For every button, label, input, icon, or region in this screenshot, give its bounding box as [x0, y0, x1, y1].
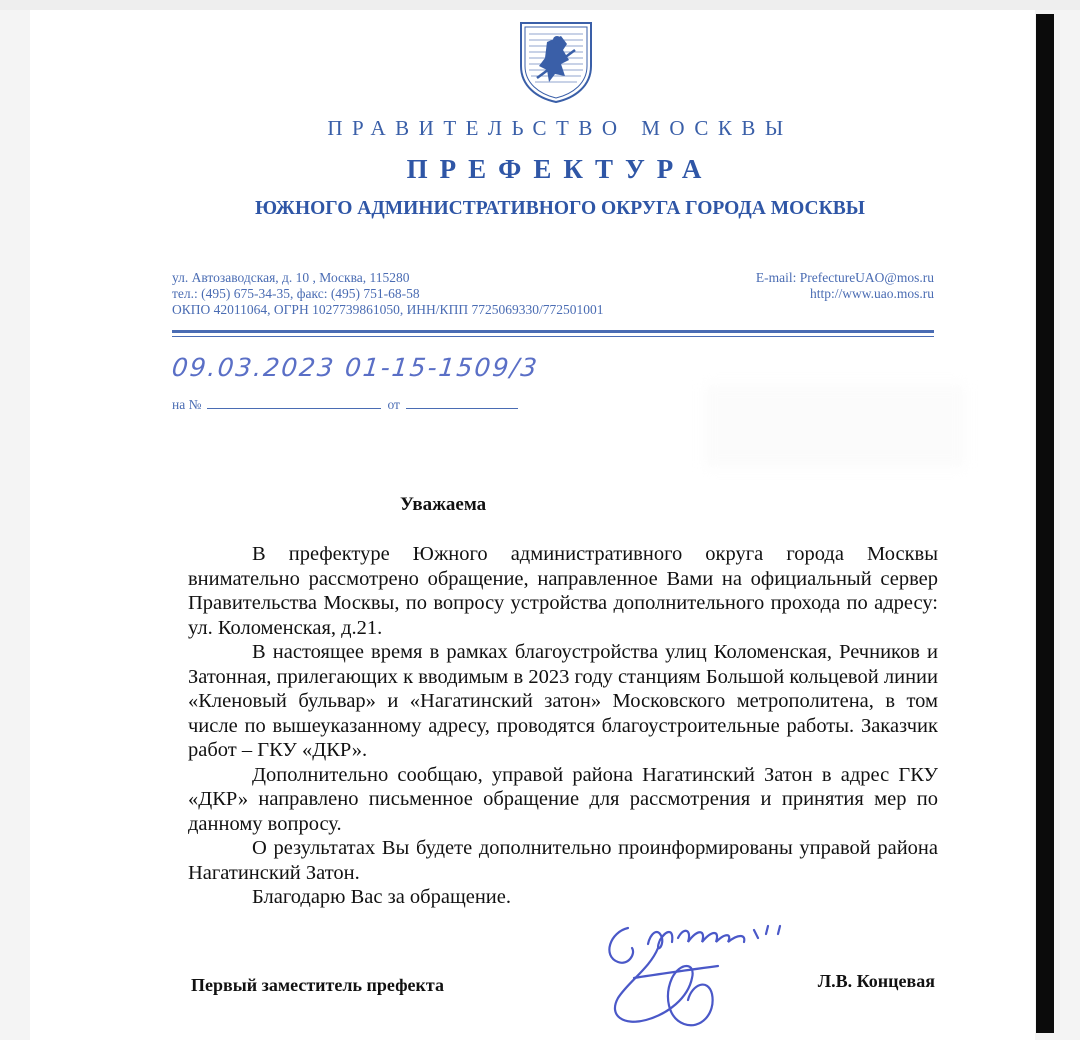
paragraph-4: О результатах Вы будете дополнительно проинформированы управой района Нагатинский Затон. [188, 837, 938, 884]
signatory-position: Первый заместитель префекта [191, 975, 444, 995]
redacted-recipient [705, 385, 965, 467]
phone-line: тел.: (495) 675-34-35, факс: (495) 751-68-58 [172, 286, 420, 301]
government-title: ПРАВИТЕЛЬСТВО МОСКВЫ [327, 116, 793, 140]
signatory-name: Л.В. Концевая [817, 971, 935, 991]
address-line: ул. Автозаводская, д. 10 , Москва, 115280 [172, 270, 410, 285]
handwritten-signature-icon [588, 908, 808, 1033]
paragraph-5: Благодарю Вас за обращение. [252, 886, 512, 908]
website-line: http://www.uao.mos.ru [810, 286, 934, 301]
header-rule-thin [172, 336, 934, 337]
email-line: E-mail: PrefectureUAO@mos.ru [755, 270, 934, 285]
contacts-right [756, 270, 934, 302]
moscow-coat-of-arms-icon [517, 20, 595, 104]
letter-body [188, 542, 938, 910]
ref-label: на № [172, 397, 202, 412]
greeting: Уважаема [400, 494, 487, 515]
ref-blank [207, 396, 381, 409]
paragraph-3: Дополнительно сообщаю, управой района Нагатинский Затон в адрес ГКУ «ДКР» направлено письменное обращение для рассмотрения и принятия мер по данному вопросу. [188, 763, 938, 835]
district-title: ЮЖНОГО АДМИНИСТРАТИВНОГО ОКРУГА ГОРОДА МОСКВЫ [255, 198, 865, 219]
paragraph-2: В настоящее время в рамках благоустройства улиц Коломенская, Речников и Затонная, прилегающих к вводимым в 2023 году станциям Большой кольцевой линии «Кленовый бульвар» и «Нагатинский затон» Московского метрополитена, в том числе по вышеуказанному адресу, проводятся благоустроительные работы. Заказчик работ – ГКУ «ДКР». [188, 641, 938, 761]
header-rule-thick [172, 330, 934, 333]
handwritten-registration-number: 09.03.2023 01-15-1509/3 [170, 353, 541, 382]
from-blank [406, 396, 518, 409]
top-shade [0, 0, 1080, 10]
paragraph-1: В префектуре Южного административного округа города Москвы внимательно рассмотрено обращение, направленное Вами на официальный сервер Правительства Москвы, по вопросу устройства дополнительного прохода по адресу: ул. Коломенская, д.21. [188, 543, 938, 639]
registration-line [172, 396, 518, 413]
contacts-left [172, 270, 603, 318]
codes-line: ОКПО 42011064, ОГРН 1027739861050, ИНН/КПП 7725069330/772501001 [172, 302, 604, 317]
prefecture-title: ПРЕФЕКТУРА [406, 154, 714, 184]
from-label: от [387, 397, 400, 412]
